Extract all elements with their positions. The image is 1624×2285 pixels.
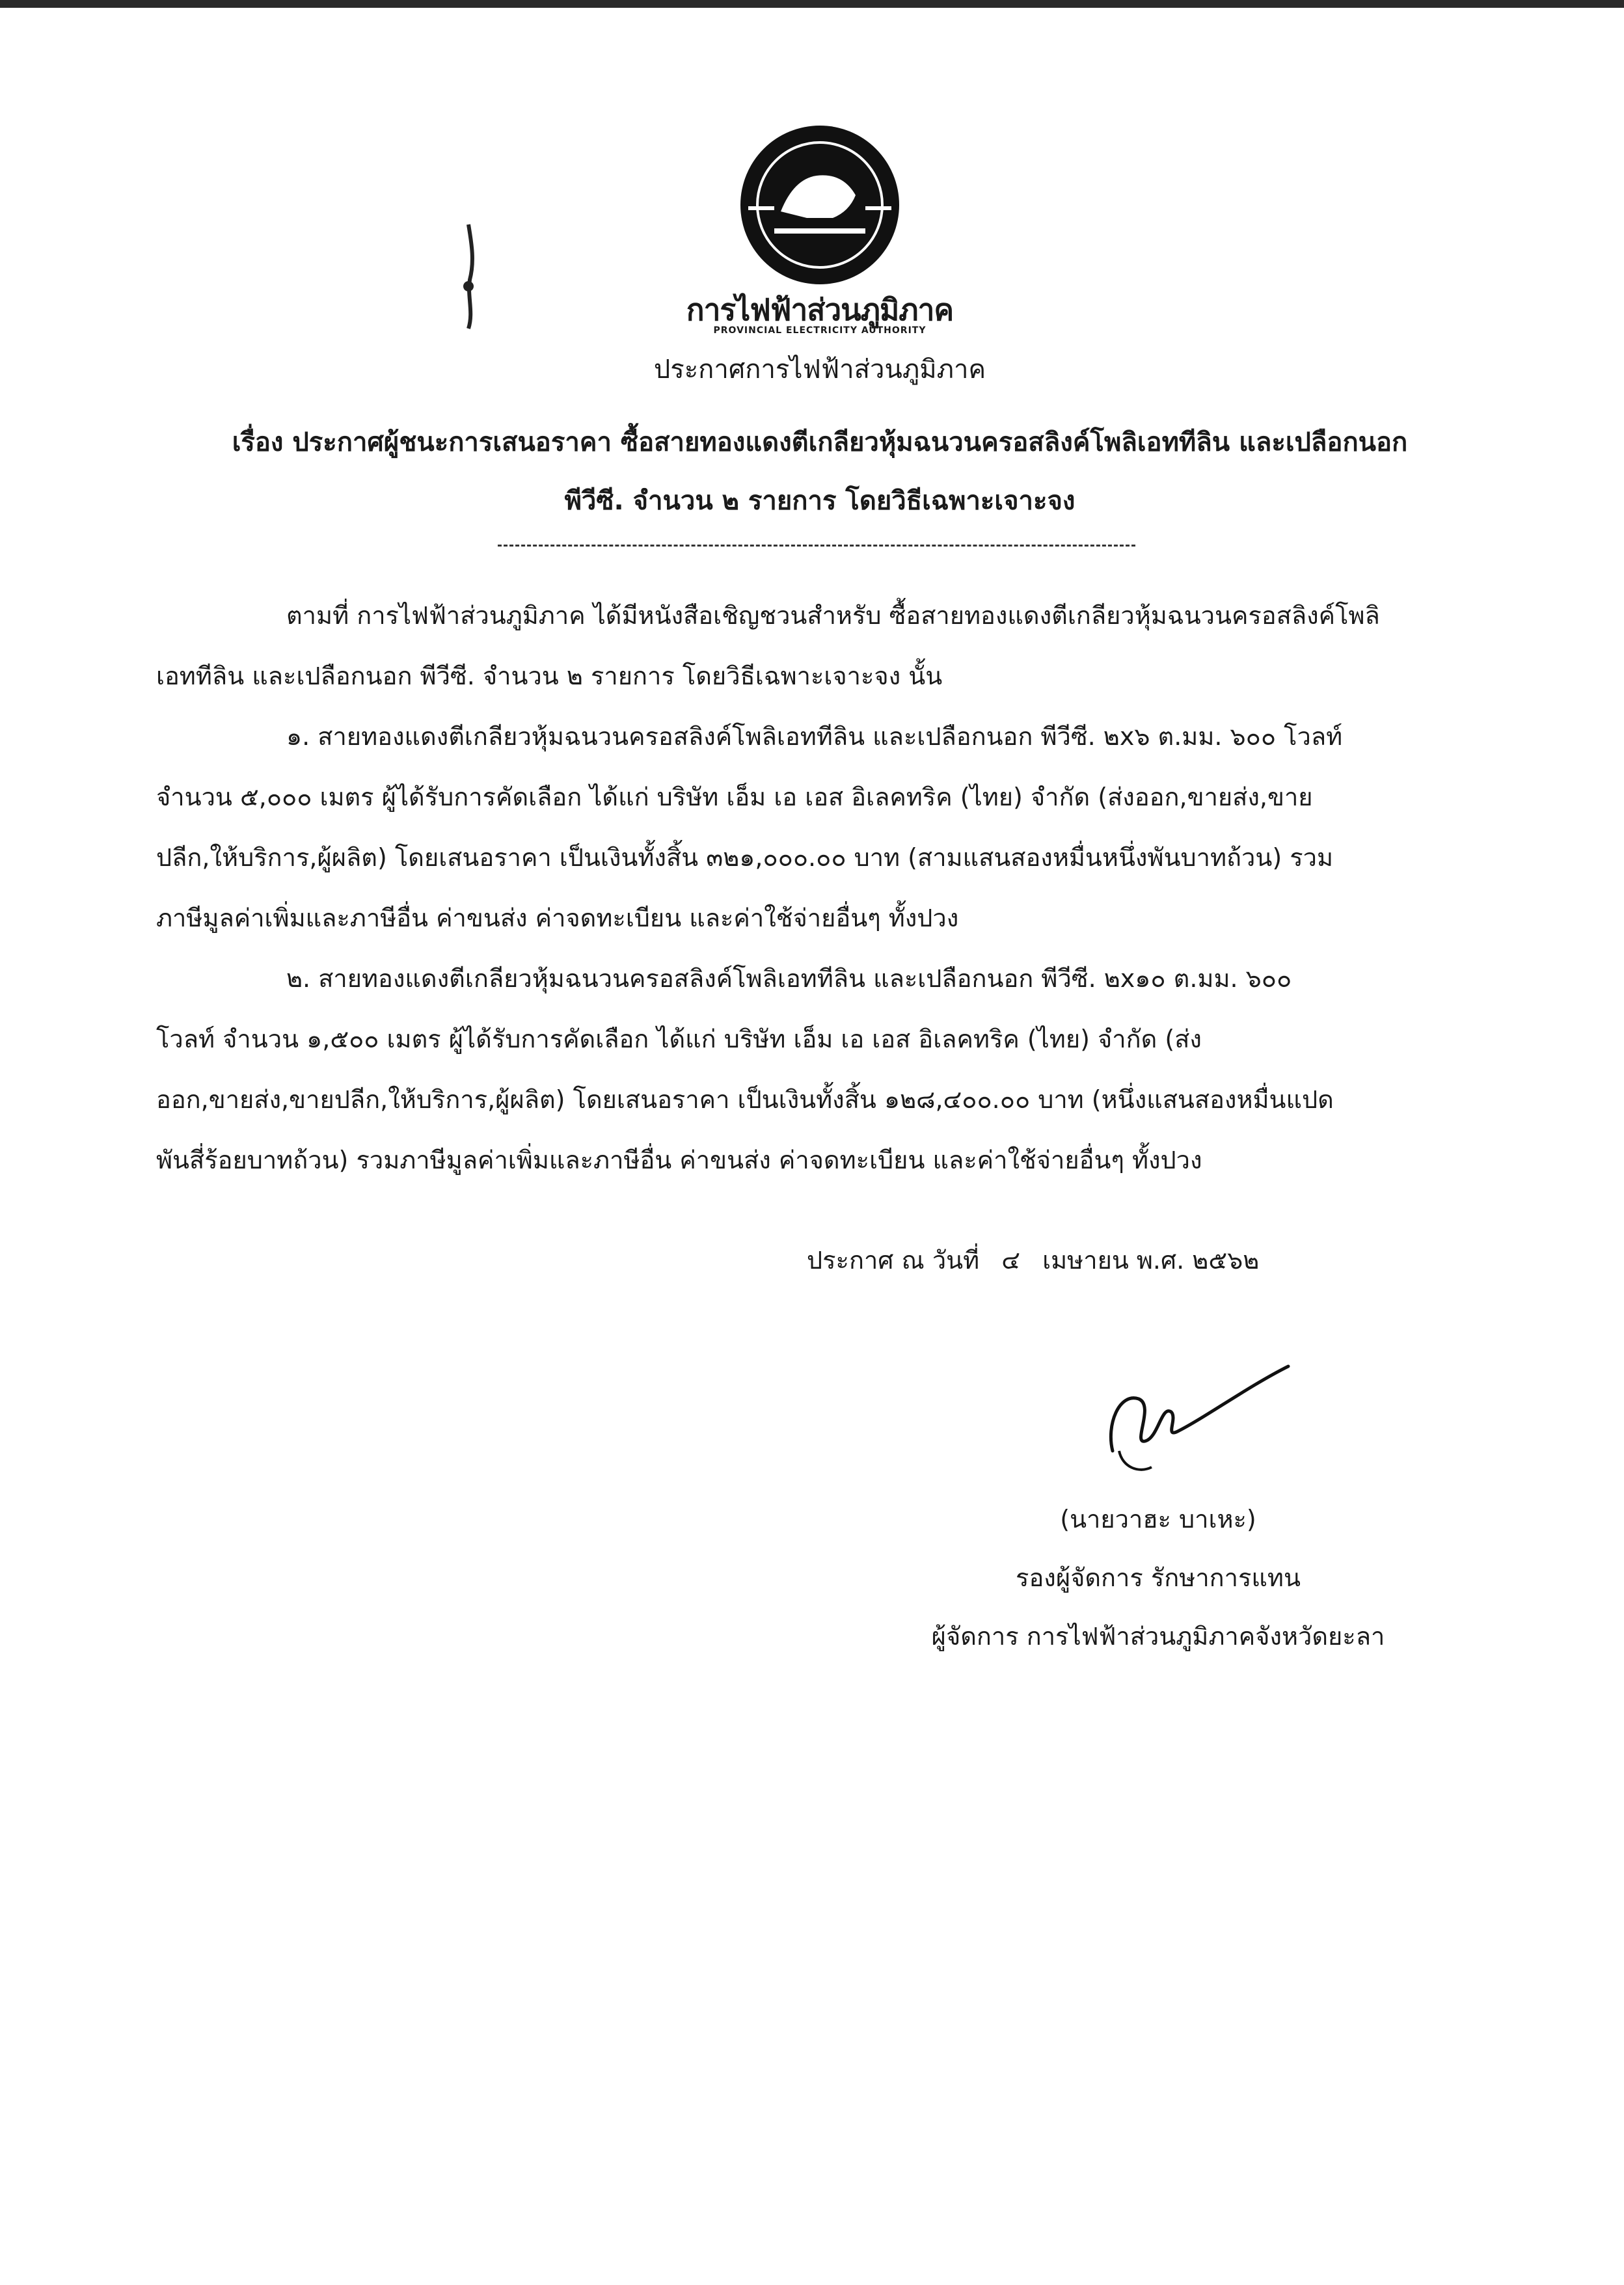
item-1-line-2: จำนวน ๕,๐๐๐ เมตร ผู้ได้รับการคัดเลือก ได้แก่ บริษัท เอ็ม เอ เอส อิเลคทริค (ไทย) จำกัด (ส่งออก,ขายส่ง,ขาย [156,783,1313,811]
intro-line-2: เอททีลิน และเปลือกนอก พีวีซี. จำนวน ๒ รายการ โดยวิธีเฉพาะเจาะจง นั้น [156,662,943,690]
subject-line-2: พีวีซี. จำนวน ๒ รายการ โดยวิธีเฉพาะเจาะจง [564,486,1076,516]
item-1-line-1: ๑. สายทองแดงตีเกลียวหุ้มฉนวนครอสลิงค์โพลิเอททีลิน และเปลือกนอก พีวีซี. ๒x๖ ต.มม. ๖๐๐ โวลท์ [286,722,1343,751]
item-2-line-4: พันสี่ร้อยบาทถ้วน) รวมภาษีมูลค่าเพิ่มและภาษีอื่น ค่าขนส่ง ค่าจดทะเบียน และค่าใช้จ่ายอื่นๆ ทั้งปวง [156,1146,1202,1174]
announcement-date [807,1240,1483,1280]
date-prefix: ประกาศ ณ วันที่ [807,1246,980,1275]
pea-logo [735,120,904,290]
org-name-thai: การไฟฟ้าส่วนภูมิภาค [686,292,954,327]
signature-icon [1093,1353,1301,1483]
org-name-english: PROVINCIAL ELECTRICITY AUTHORITY [713,325,927,336]
signatory-name: (นายวาฮะ บาเหะ) [1060,1505,1256,1534]
signatory-block [846,1490,1470,1666]
item-2-line-1: ๒. สายทองแดงตีเกลียวหุ้มฉนวนครอสลิงค์โพลิเอททีลิน และเปลือกนอก พีวีซี. ๒x๑๐ ต.มม. ๖๐๐ [286,964,1292,993]
item-2-line-2: โวลท์ จำนวน ๑,๕๐๐ เมตร ผู้ได้รับการคัดเลือก ได้แก่ บริษัท เอ็ม เอ เอส อิเลคทริค (ไทย) จำกัด (ส่ง [156,1025,1202,1053]
pea-emblem-icon [735,120,904,290]
item-1-line-4: ภาษีมูลค่าเพิ่มและภาษีอื่น ค่าขนส่ง ค่าจดทะเบียน และค่าใช้จ่ายอื่นๆ ทั้งปวง [156,904,959,932]
subject-block [130,413,1509,530]
signatory-position-2: ผู้จัดการ การไฟฟ้าส่วนภูมิภาคจังหวัดยะลา [931,1622,1385,1651]
item-1-line-3: ปลีก,ให้บริการ,ผู้ผลิต) โดยเสนอราคา เป็นเงินทั้งสิ้น ๓๒๑,๐๐๐.๐๐ บาท (สามแสนสองหมื่นหนึ่งพันบาทถ้วน) รวม [156,843,1334,872]
scan-mark-icon [455,221,481,332]
signatory-position-1: รองผู้จัดการ รักษาการแทน [1016,1563,1301,1592]
top-border-line [0,0,1624,8]
subject-line-1: เรื่อง ประกาศผู้ชนะการเสนอราคา ซื้อสายทองแดงตีเกลียวหุ้มฉนวนครอสลิงค์โพลิเอททีลิน และเปลือกนอก [232,427,1408,457]
intro-line-1: ตามที่ การไฟฟ้าส่วนภูมิภาค ได้มีหนังสือเชิญชวนสำหรับ ซื้อสายทองแดงตีเกลียวหุ้มฉนวนครอสลิงค์โพลิ [286,601,1380,630]
item-2-line-3: ออก,ขายส่ง,ขายปลีก,ให้บริการ,ผู้ผลิต) โดยเสนอราคา เป็นเงินทั้งสิ้น ๑๒๘,๔๐๐.๐๐ บาท (หนึ่งแสนสองหมื่นแปด [156,1085,1334,1114]
date-day: ๔ [1001,1246,1021,1275]
date-month-year: เมษายน พ.ศ. ๒๕๖๒ [1042,1246,1260,1275]
announcement-title: ประกาศการไฟฟ้าส่วนภูมิภาค [653,355,986,385]
dashed-divider [498,545,1135,547]
body-text [156,586,1477,1191]
